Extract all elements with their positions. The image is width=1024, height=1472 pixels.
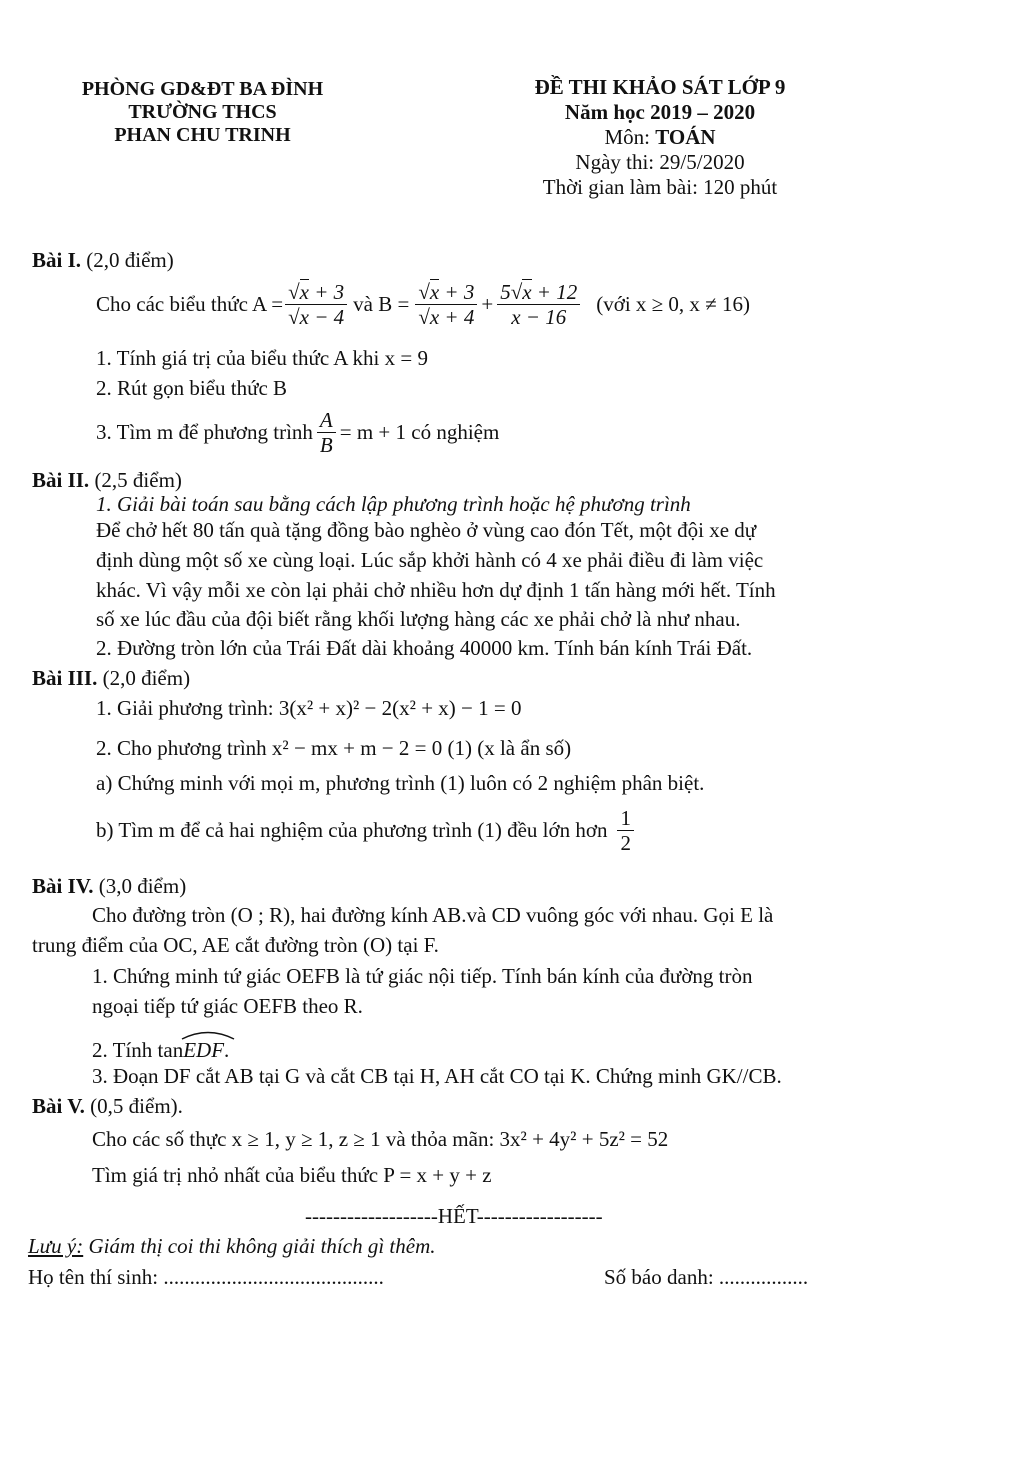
bai5-heading xyxy=(32,1094,183,1119)
bai4-paragraph-line: Cho đường tròn (O ; R), hai đường kính AB.và CD vuông góc với nhau. Gọi E là xyxy=(92,903,774,927)
bai3-qb-text: b) Tìm m để cả hai nghiệm của phương trình (1) đều lớn hơn xyxy=(96,818,608,843)
bai2-heading xyxy=(32,468,182,493)
bai2-paragraph-line: số xe lúc đầu của đội biết rằng khối lượng hàng các xe phải chở là như nhau. xyxy=(96,607,741,631)
bai3-points: (2,0 điểm) xyxy=(102,666,191,690)
fraction-one-half: $\frac{1}{2}$ xyxy=(617,806,634,855)
bai4-points: (3,0 điểm) xyxy=(98,874,187,898)
angle-hat-icon xyxy=(181,1030,235,1040)
bai2-q2: 2. Đường tròn lớn của Trái Đất dài khoảng 40000 km. Tính bán kính Trái Đất. xyxy=(96,636,753,660)
bai2-title: Bài II. xyxy=(32,468,90,492)
fraction-b1: $\frac{√x + 3}{√x + 4}$ xyxy=(415,280,477,329)
bai2-paragraph-line: Để chở hết 80 tấn quà tặng đồng bào nghèo ở vùng cao đón Tết, một đội xe dự xyxy=(96,518,757,542)
school-header xyxy=(70,78,335,147)
candidate-number-field: Số báo danh: ................. xyxy=(604,1265,809,1289)
bai1-points: (2,0 điểm) xyxy=(86,248,174,272)
bai3-title: Bài III. xyxy=(32,666,98,690)
bai1-q3 xyxy=(96,408,499,457)
exam-title: ĐỀ THI KHẢO SÁT LỚP 9 xyxy=(534,75,786,99)
bai4-title: Bài IV. xyxy=(32,874,94,898)
bai1-q3-text: 3. Tìm m để phương trình xyxy=(96,420,313,445)
subject-line xyxy=(480,125,840,150)
school-type: TRƯỜNG THCS xyxy=(128,101,277,123)
bai1-title: Bài I. xyxy=(32,248,82,272)
bai3-q2: 2. Cho phương trình x² − mx + m − 2 = 0 (1) (x là ẩn số) xyxy=(96,736,572,760)
note-label: Lưu ý: xyxy=(28,1234,84,1258)
bai1-heading xyxy=(32,248,174,273)
subject-name: TOÁN xyxy=(655,125,716,149)
exam-header xyxy=(480,75,840,200)
bai4-q3: 3. Đoạn DF cắt AB tại G và cắt CB tại H, AH cắt CO tại K. Chứng minh GK//CB. xyxy=(92,1064,782,1088)
school-name: PHAN CHU TRINH xyxy=(114,124,291,146)
bai2-q1-title: 1. Giải bài toán sau bằng cách lập phương trình hoặc hệ phương trình xyxy=(96,492,691,516)
bai4-paragraph-line: trung điểm của OC, AE cắt đường tròn (O) tại F. xyxy=(32,933,439,957)
bai2-paragraph-line: định dùng một số xe cùng loại. Lúc sắp khởi hành có 4 xe phải điều đi làm việc xyxy=(96,548,764,572)
bai4-q2-text: 2. Tính tan xyxy=(92,1038,184,1062)
note-text: Giám thị coi thi không giải thích gì thêm. xyxy=(83,1234,436,1258)
bai1-condition: (với x ≥ 0, x ≠ 16) xyxy=(596,292,750,317)
bai5-points: (0,5 điểm). xyxy=(90,1094,183,1118)
bai4-q2 xyxy=(92,1032,229,1063)
candidate-name-field: Họ tên thí sinh: .......................................... xyxy=(28,1265,384,1289)
bai1-q2: 2. Rút gọn biểu thức B xyxy=(96,376,288,400)
subject-label: Môn: xyxy=(604,125,656,149)
bai3-q1: 1. Giải phương trình: 3(x² + x)² − 2(x² + x) − 1 = 0 xyxy=(96,696,522,720)
bai1-and-b: và B = xyxy=(353,292,410,317)
bai1-expressions: Cho các biểu thức A = $\frac{√x + 3}{√x - 4}$ và B = $\frac{√x + 3}{√x + 4}$ + $\frac{5√x + 12}{x - 16}$ (với x ≥ 0, x ≠ 16) xyxy=(96,280,750,330)
bai3-qb xyxy=(96,806,636,855)
exam-duration: Thời gian làm bài: 120 phút xyxy=(542,175,778,199)
bai4-q1-line: ngoại tiếp tứ giác OEFB theo R. xyxy=(92,994,363,1018)
fraction-a: $\frac{√x + 3}{√x - 4}$ xyxy=(285,280,347,329)
bai5-p1: Cho các số thực x ≥ 1, y ≥ 1, z ≥ 1 và thỏa mãn: 3x² + 4y² + 5z² = 52 xyxy=(92,1127,669,1151)
bai5-p2: Tìm giá trị nhỏ nhất của biểu thức P = x + y + z xyxy=(92,1163,492,1187)
angle-label: EDF xyxy=(183,1038,225,1062)
exam-date: Ngày thi: 29/5/2020 xyxy=(575,150,745,174)
bai2-points: (2,5 điểm) xyxy=(94,468,182,492)
note-line xyxy=(28,1234,436,1259)
bai3-heading xyxy=(32,666,190,691)
bai1-intro: Cho các biểu thức A = xyxy=(96,292,284,317)
bai2-paragraph-line: khác. Vì vậy mỗi xe còn lại phải chở nhiều hơn dự định 1 tấn hàng mới hết. Tính xyxy=(96,578,776,602)
bai4-q2-tail: . xyxy=(224,1038,230,1062)
fraction-b2: $\frac{5√x + 12}{x - 16}$ xyxy=(497,280,580,329)
angle-edf xyxy=(183,1032,224,1063)
bai3-qa: a) Chứng minh với mọi m, phương trình (1) luôn có 2 nghiệm phân biệt. xyxy=(96,771,705,795)
end-marker: -------------------HẾT------------------ xyxy=(305,1204,603,1228)
bai1-q3-tail: = m + 1 có nghiệm xyxy=(339,420,500,445)
department-name: PHÒNG GD&ĐT BA ĐÌNH xyxy=(81,78,324,100)
bai4-q1-line: 1. Chứng minh tứ giác OEFB là tứ giác nội tiếp. Tính bán kính của đường tròn xyxy=(92,964,753,988)
fraction-a-over-b: $\frac{A}{B}$ xyxy=(317,408,336,457)
bai4-heading xyxy=(32,874,186,899)
bai1-q1: 1. Tính giá trị của biểu thức A khi x = 9 xyxy=(96,346,428,370)
bai5-title: Bài V. xyxy=(32,1094,85,1118)
school-year: Năm học 2019 – 2020 xyxy=(564,100,756,124)
